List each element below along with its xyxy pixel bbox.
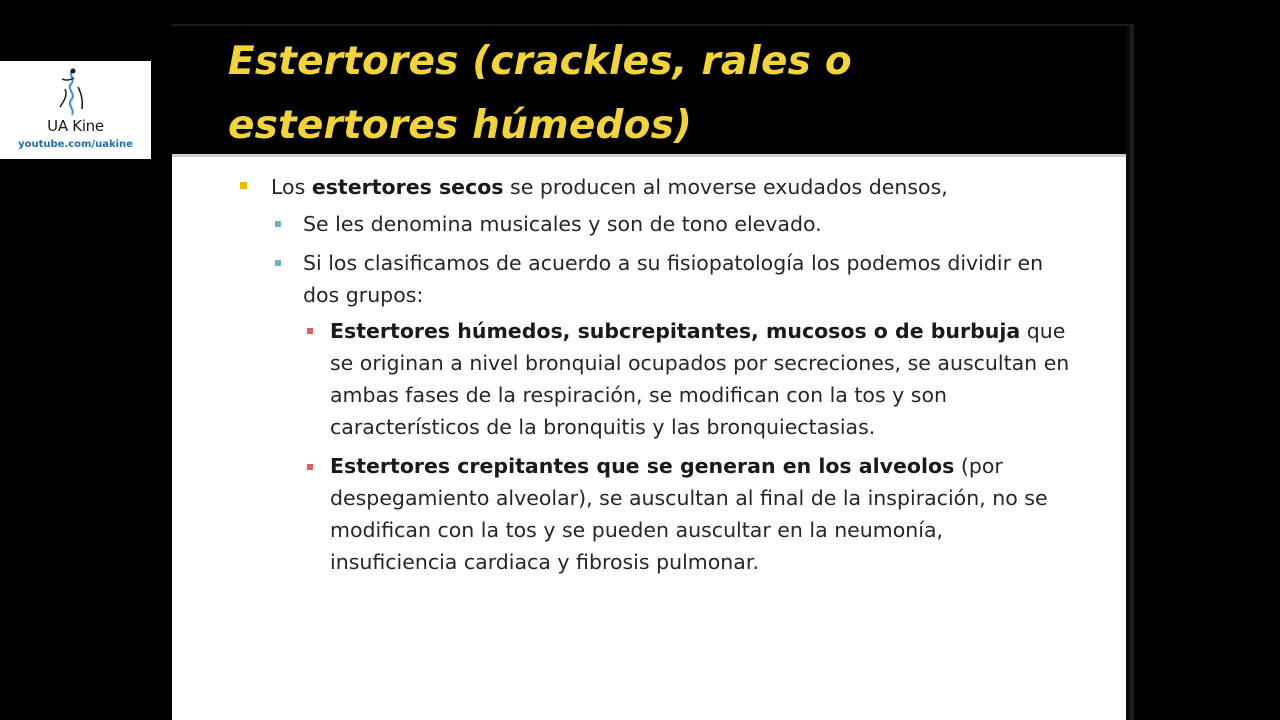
- sub-bullet-2-text: Si los clasificamos de acuerdo a su fisiopatología los podemos dividir en dos grupos:: [303, 251, 1044, 307]
- sub-bullet-1: [303, 208, 1083, 240]
- item-bullet-square-icon: [307, 464, 313, 470]
- sub-bullet-square-icon: [275, 221, 281, 227]
- item-bullet-1: [330, 315, 1090, 443]
- channel-url: youtube.com/uakine: [18, 139, 133, 150]
- item1-bold: Estertores húmedos, subcrepitantes, mucosos o de burbuja: [330, 319, 1021, 343]
- sub-bullet-square-icon: [275, 260, 281, 266]
- bullet-level1: [271, 171, 1091, 203]
- spine-figure-icon: [50, 67, 94, 117]
- slide-content: [172, 157, 1126, 720]
- slide-title-band: [172, 26, 1126, 154]
- channel-name: UA Kine: [47, 117, 104, 135]
- item2-bold: Estertores crepitantes que se generan en los alveolos: [330, 454, 955, 478]
- item-bullet-2: [330, 450, 1060, 578]
- bullet1-bold: estertores secos: [311, 175, 504, 199]
- bullet-square-icon: [240, 182, 247, 189]
- item-bullet-square-icon: [307, 328, 313, 334]
- slide-title: Estertores (crackles, rales o estertores húmedos): [228, 39, 852, 148]
- presentation-slide: [172, 26, 1130, 720]
- item1-rest: que se originan a nivel bronquial ocupados por secreciones, se auscultan en ambas fases de la respiración, se modifican con la tos y son característicos de la bronquitis y las bronquiectasias.: [330, 319, 1070, 439]
- sub-bullet-1-text: Se les denomina musicales y son de tono elevado.: [303, 212, 822, 236]
- sub-bullet-2: [303, 247, 1063, 311]
- item2-rest: (por despegamiento alveolar), se auscultan al final de la inspiración, no se modifican con la tos y se pueden auscultar en la neumonía, insuficiencia cardiaca y fibrosis pulmonar.: [330, 454, 1048, 574]
- bullet1-suffix: se producen al moverse exudados densos,: [503, 175, 948, 199]
- channel-logo: [0, 61, 151, 159]
- bullet1-prefix: Los: [271, 175, 312, 199]
